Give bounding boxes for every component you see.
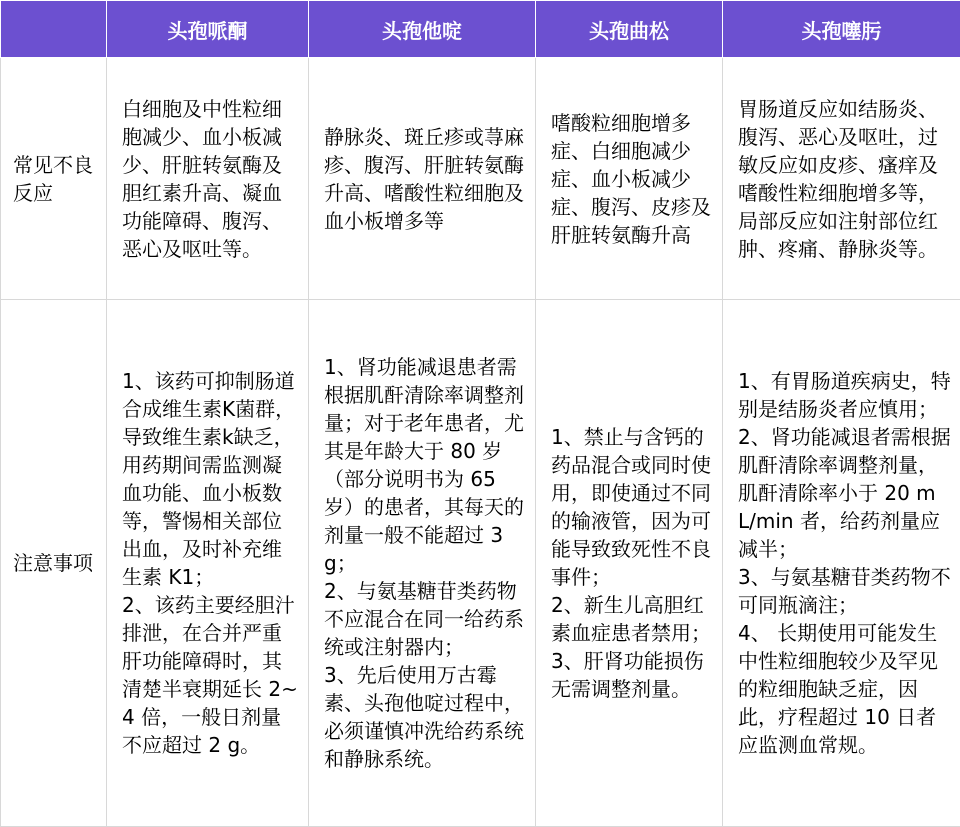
cell-cefotaxime-precautions: 1、有胃肠道疾病史，特别是结肠炎者应慎用； 2、肾功能减退者需根据肌酐清除率调整剂量，肌酐清除率小于 20 mL/min 者，给药剂量应减半； 3、与氨基糖苷类药物不可同瓶滴注； 4、 长期使用可能发生中性粒细胞较少及罕见的粒细胞缺乏症，因此，疗程超过 10 日者应监测血常规。: [723, 300, 960, 827]
cell-ceftazidime-adverse: 静脉炎、斑丘疹或荨麻疹、腹泻、肝脏转氨酶升高、嗜酸性粒细胞及血小板增多等: [309, 58, 536, 300]
header-ceftazidime: 头孢他啶: [309, 1, 536, 58]
cell-ceftriaxone-adverse: 嗜酸粒细胞增多症、白细胞减少症、血小板减少症、腹泻、皮疹及肝脏转氨酶升高: [536, 58, 723, 300]
cell-ceftazidime-precautions: 1、肾功能减退患者需根据肌酐清除率调整剂量；对于老年患者，尤其是年龄大于 80 岁（部分说明书为 65 岁）的患者，其每天的剂量一般不能超过 3 g； 2、与氨基糖苷类药物不应混合在同一给药系统或注射器内； 3、先后使用万古霉素、头孢他啶过程中，必须谨慎冲洗给药系统和静脉系统。: [309, 300, 536, 827]
header-corner-cell: [1, 1, 107, 58]
cell-cefoperazone-adverse: 白细胞及中性粒细胞减少、血小板减少、肝脏转氨酶及胆红素升高、凝血功能障碍、腹泻、恶心及呕吐等。: [107, 58, 309, 300]
cell-cefoperazone-precautions: 1、该药可抑制肠道合成维生素K菌群，导致维生素k缺乏，用药期间需监测凝血功能、血小板数等，警惕相关部位出血，及时补充维生素 K1； 2、该药主要经胆汁排泄，在合并严重肝功能障碍时，其清楚半衰期延长 2~4 倍，一般日剂量不应超过 2 g。: [107, 300, 309, 827]
adverse-reactions-row: [1, 58, 960, 300]
row-label-precautions: 注意事项: [1, 300, 107, 827]
row-label-adverse-reactions: 常见不良反应: [1, 58, 107, 300]
cell-cefotaxime-adverse: 胃肠道反应如结肠炎、腹泻、恶心及呕吐，过敏反应如皮疹、瘙痒及嗜酸性粒细胞增多等，局部反应如注射部位红肿、疼痛、静脉炎等。: [723, 58, 960, 300]
header-row: [1, 1, 960, 58]
cell-ceftriaxone-precautions: 1、禁止与含钙的药品混合或同时使用，即使通过不同的输液管，因为可能导致致死性不良事件； 2、新生儿高胆红素血症患者禁用； 3、肝肾功能损伤无需调整剂量。: [536, 300, 723, 827]
header-ceftriaxone: 头孢曲松: [536, 1, 723, 58]
header-cefoperazone: 头孢哌酮: [107, 1, 309, 58]
precautions-row: [1, 300, 960, 827]
header-cefotaxime: 头孢噻肟: [723, 1, 960, 58]
